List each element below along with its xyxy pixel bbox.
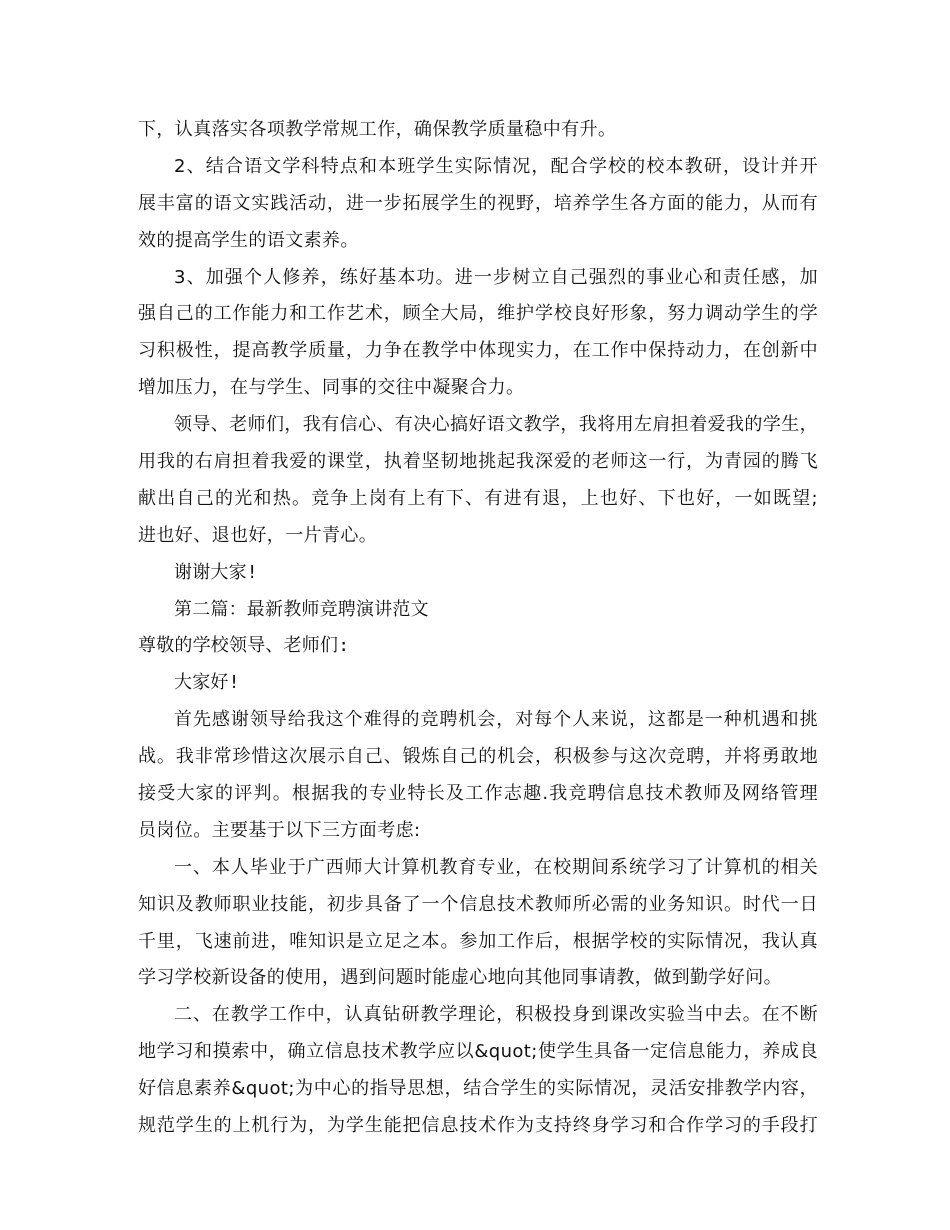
text-line: 进也好、退也好，一片青心。 (138, 524, 378, 546)
text-line: 尊敬的学校领导、老师们: (138, 635, 350, 657)
text-line: 首先感谢领导给我这个难得的竞聘机会，对每个人来说，这都是一种机遇和挑 (174, 709, 818, 731)
text-line: 展丰富的语文实践活动，进一步拓展学生的视野，培养学生各方面的能力，从而有 (138, 192, 818, 214)
text-line: 第二篇：最新教师竞聘演讲范文 (174, 598, 429, 620)
text-line: 学习学校新设备的使用，遇到问题时能虚心地向其他同事请教，做到勤学好问。 (138, 967, 782, 989)
text-line: 献出自己的光和热。竞争上岗有上有下、有进有退，上也好、下也好，一如既望; (138, 487, 818, 509)
text-line: 大家好! (174, 672, 240, 694)
text-line: 下，认真落实各项教学常规工作，确保教学质量稳中有升。 (138, 119, 617, 140)
text-line: 2、结合语文学科特点和本班学生实际情况，配合学校的校本教研，设计并开 (174, 155, 818, 177)
text-line: 强自己的工作能力和工作艺术，顾全大局，维护学校良好形象，努力调动学生的学 (138, 303, 818, 325)
text-line: 谢谢大家! (174, 561, 258, 583)
text-line: 战。我非常珍惜这次展示自己、锻炼自己的机会，积极参与这次竞聘，并将勇敢地 (138, 746, 818, 768)
text-line: 效的提高学生的语文素养。 (138, 229, 359, 251)
text-line: 二、在教学工作中，认真钻研教学理论，积极投身到课改实验当中去。在不断 (174, 1004, 818, 1026)
text-line: 增加压力，在与学生、同事的交往中凝聚合力。 (138, 377, 525, 399)
text-line: 一、本人毕业于广西师大计算机教育专业，在校期间系统学习了计算机的相关 (174, 856, 818, 878)
document-body (138, 112, 818, 1145)
text-line: 习积极性，提高教学质量，力争在教学中体现实力，在工作中保持动力，在创新中 (138, 340, 818, 362)
text-line: 员岗位。主要基于以下三方面考虑: (138, 819, 421, 841)
text-line: 用我的右肩担着我爱的课堂，执着坚韧地挑起我深爱的老师这一行，为青园的腾飞 (138, 451, 818, 473)
text-line: 接受大家的评判。根据我的专业特长及工作志趣.我竞聘信息技术教师及网络管理 (138, 783, 818, 805)
text-line: 领导、老师们，我有信心、有决心搞好语文教学，我将用左肩担着爱我的学生， (174, 414, 818, 436)
text-line: 好信息素养&quot;为中心的指导思想，结合学生的实际情况，灵活安排教学内容， (138, 1078, 818, 1100)
text-line: 知识及教师职业技能，初步具备了一个信息技术教师所必需的业务知识。时代一日 (138, 893, 818, 915)
text-line: 规范学生的上机行为，为学生能把信息技术作为支持终身学习和合作学习的手段打 (138, 1115, 818, 1137)
text-line: 地学习和摸索中，确立信息技术教学应以&quot;使学生具备一定信息能力，养成良 (138, 1041, 818, 1063)
text-line: 千里，飞速前进，唯知识是立足之本。参加工作后，根据学校的实际情况，我认真 (138, 930, 818, 952)
text-line: 3、加强个人修养，练好基本功。进一步树立自己强烈的事业心和责任感，加 (174, 266, 818, 288)
